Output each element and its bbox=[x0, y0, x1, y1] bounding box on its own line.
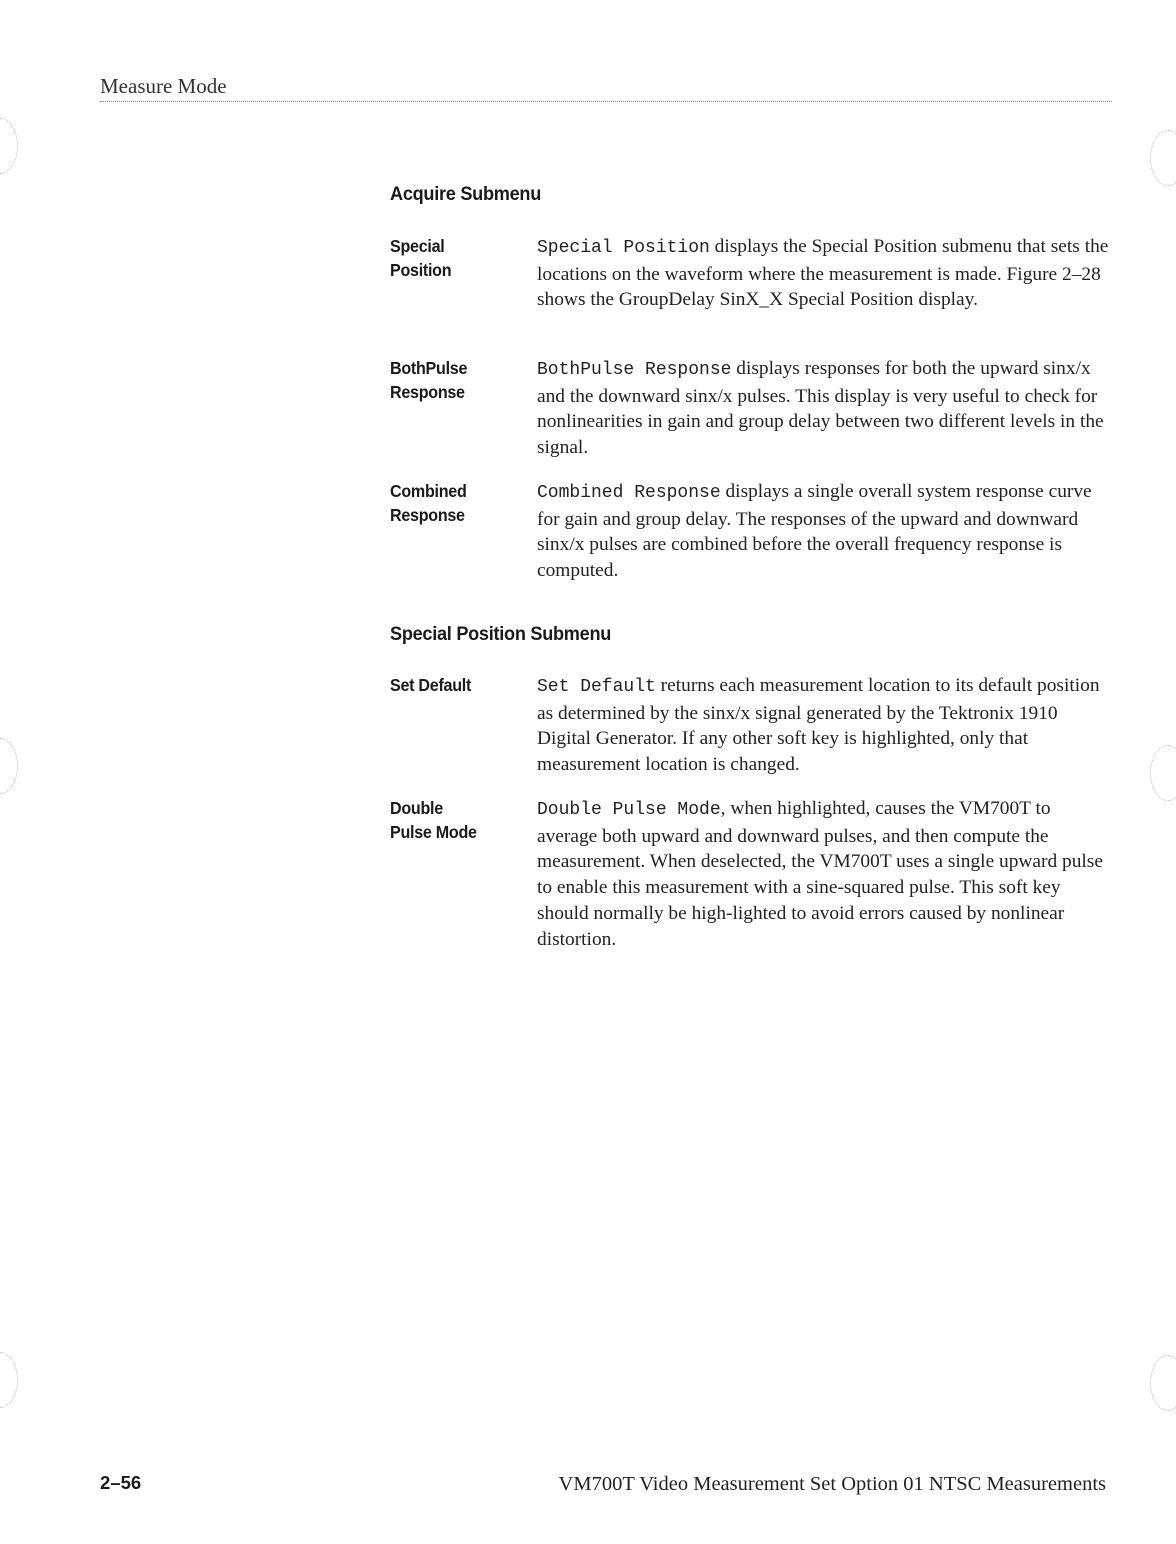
definition-bothpulse-response bbox=[537, 356, 1112, 461]
term-line: Combined bbox=[390, 481, 467, 501]
term-combined-response bbox=[390, 479, 510, 527]
section-heading-acquire-submenu: Acquire Submenu bbox=[390, 183, 541, 205]
definition-text: returns each measurement location to its default position as determined by the sinx/x signal generated by the Tektronix 1910 Digital Generator. If any other soft key is highlighted, only that measurement location is changed. bbox=[537, 675, 1100, 776]
definition-text: , when highlighted, causes the VM700T to average both upward and downward pulses, and then compute the measurement. When deselected, the VM700T uses a single upward pulse to enable this measurement with a sine-squared pulse. This soft key should normally be high-lighted to avoid errors caused by nonlinear distortion. bbox=[537, 798, 1103, 950]
term-line: Pulse Mode bbox=[390, 822, 477, 842]
keyword: Special Position bbox=[537, 238, 710, 258]
keyword: Double Pulse Mode bbox=[537, 800, 721, 820]
page-number: 2–56 bbox=[100, 1472, 142, 1493]
term-line: Set Default bbox=[390, 675, 472, 695]
section-heading-special-position-submenu: Special Position Submenu bbox=[390, 623, 612, 645]
definition-special-position bbox=[537, 234, 1112, 313]
definition-text: displays a single overall system response curve for gain and group delay. The responses of the upward and downward sinx/x pulses are combined before the overall frequency response is computed. bbox=[537, 481, 1092, 582]
binder-hole-mid-right bbox=[1150, 745, 1176, 801]
keyword: Combined Response bbox=[537, 483, 721, 503]
binder-hole-bottom-right bbox=[1150, 1355, 1176, 1411]
term-line: Response bbox=[390, 382, 465, 402]
definition-text: displays the Special Position submenu that sets the locations on the waveform where the measurement is made. Figure 2–28 shows the GroupDelay SinX_X Special Position display. bbox=[537, 236, 1109, 311]
term-special-position bbox=[390, 234, 510, 282]
term-bothpulse-response bbox=[390, 356, 510, 404]
header-rule bbox=[100, 101, 1112, 102]
term-line: Response bbox=[390, 505, 465, 525]
running-footer: VM700T Video Measurement Set Option 01 NTSC Measurements bbox=[558, 1473, 1106, 1495]
binder-hole-mid-left bbox=[0, 738, 18, 794]
definition-combined-response bbox=[537, 479, 1112, 584]
definition-set-default bbox=[537, 673, 1112, 778]
binder-hole-top-left bbox=[0, 118, 18, 174]
term-set-default bbox=[390, 673, 510, 697]
binder-hole-bottom-left bbox=[0, 1352, 18, 1408]
keyword: Set Default bbox=[537, 677, 656, 697]
binder-hole-top-right bbox=[1150, 130, 1176, 186]
definition-double-pulse-mode bbox=[537, 796, 1112, 952]
definition-text: displays responses for both the upward sinx/x and the downward sinx/x pulses. This display is very useful to check for nonlinearities in gain and group delay between two different levels in the signal. bbox=[537, 358, 1104, 459]
keyword: BothPulse Response bbox=[537, 360, 732, 380]
term-line: Double bbox=[390, 798, 443, 818]
term-line: Special bbox=[390, 236, 445, 256]
term-line: BothPulse bbox=[390, 358, 468, 378]
running-header: Measure Mode bbox=[100, 74, 227, 98]
term-double-pulse-mode bbox=[390, 796, 510, 844]
term-line: Position bbox=[390, 260, 452, 280]
